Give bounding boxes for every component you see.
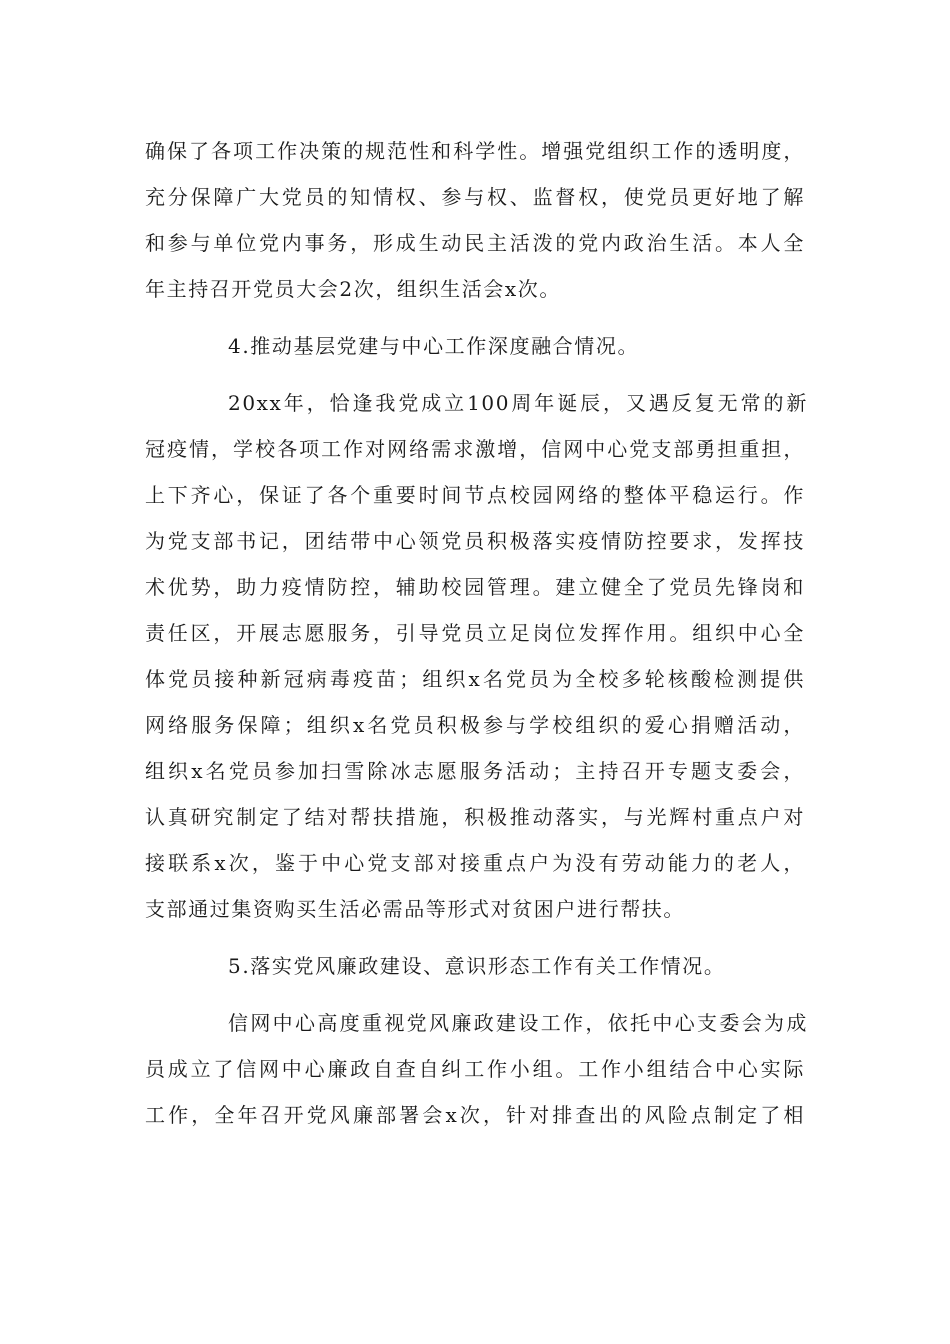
paragraph-line: 网络服务保障；组织x名党员积极参与学校组织的爱心捐赠活动， [145,713,805,737]
paragraph-line: 员成立了信网中心廉政自查自纠工作小组。工作小组结合中心实际 [145,1057,805,1081]
paragraph-line: 上下齐心，保证了各个重要时间节点校园网络的整体平稳运行。作 [145,483,805,507]
paragraph-line: 支部通过集资购买生活必需品等形式对贫困户进行帮扶。 [145,897,685,921]
paragraph-line: 和参与单位党内事务，形成生动民主活泼的党内政治生活。本人全 [145,231,805,255]
section-heading: 4.推动基层党建与中心工作深度融合情况。 [228,334,640,358]
paragraph-line: 接联系x次，鉴于中心党支部对接重点户为没有劳动能力的老人， [145,851,805,875]
paragraph-line: 确保了各项工作决策的规范性和科学性。增强党组织工作的透明度， [145,139,805,163]
section-heading: 5.落实党风廉政建设、意识形态工作有关工作情况。 [228,954,726,978]
paragraph-line: 认真研究制定了结对帮扶措施，积极推动落实，与光辉村重点户对 [145,805,805,829]
paragraph-line: 责任区，开展志愿服务，引导党员立足岗位发挥作用。组织中心全 [145,621,805,645]
paragraph-line: 工作，全年召开党风廉部署会x次，针对排查出的风险点制定了相 [145,1103,805,1127]
paragraph-line: 20xx年，恰逢我党成立100周年诞辰，又遇反复无常的新 [228,391,808,415]
paragraph-line: 组织x名党员参加扫雪除冰志愿服务活动；主持召开专题支委会， [145,759,805,783]
paragraph-line: 术优势，助力疫情防控，辅助校园管理。建立健全了党员先锋岗和 [145,575,805,599]
paragraph-line: 为党支部书记，团结带中心领党员积极落实疫情防控要求，发挥技 [145,529,805,553]
paragraph-line: 体党员接种新冠病毒疫苗；组织x名党员为全校多轮核酸检测提供 [145,667,805,691]
paragraph-line: 年主持召开党员大会2次，组织生活会x次。 [145,277,562,301]
paragraph-line: 充分保障广大党员的知情权、参与权、监督权，使党员更好地了解 [145,185,805,209]
paragraph-line: 冠疫情，学校各项工作对网络需求激增，信网中心党支部勇担重担， [145,437,805,461]
paragraph-line: 信网中心高度重视党风廉政建设工作，依托中心支委会为成 [228,1011,808,1035]
